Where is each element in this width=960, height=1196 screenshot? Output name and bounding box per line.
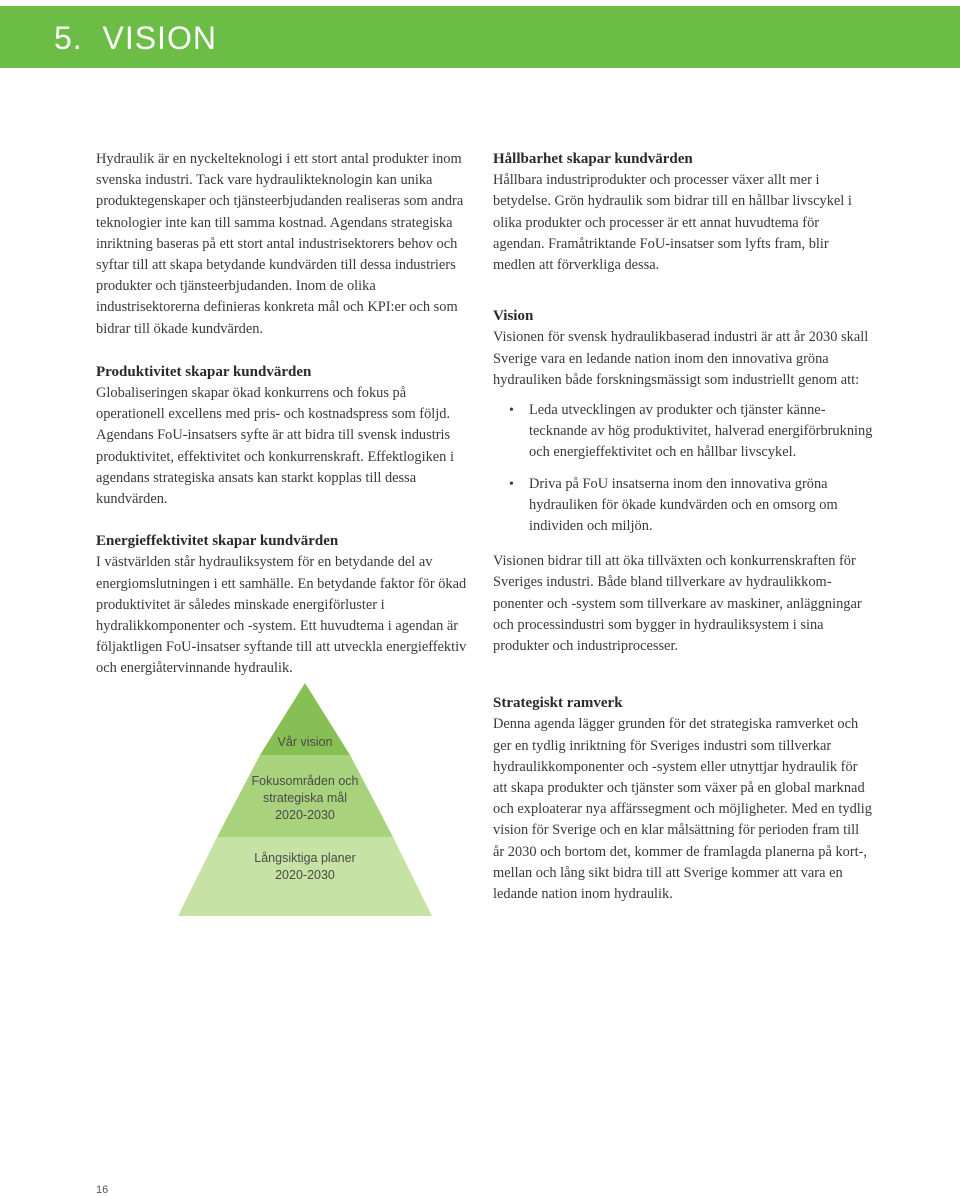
section-heading: Strategiskt ramverk <box>493 695 623 712</box>
section-heading: Vision <box>493 308 534 325</box>
vision-closing-paragraph: Visionen bidrar till att öka tillväxten och konkurrenskraften för Sveriges industri. Både bland tillverkare av hydraulikkomponenter och -system som tillverkare av maskiner, anläggningar och processindustri som bygger in hydrauliksystem i sina produkter och industriprocesser. <box>493 553 862 655</box>
chapter-title: 5. VISION <box>54 20 217 56</box>
section-produktivitet <box>96 362 470 510</box>
right-column <box>493 149 873 926</box>
vision-bullet-list <box>493 400 873 537</box>
section-body: I västvärlden står hydrauliksystem för en betydande del av energiomslutningen i ett samhälle. En betydande faktor för ökad produktivitet är således minskade energiförluster i hydralikkomponenter och -system. Ett huvudtema i agendan är följaktligen FoU-insatser syftande till att utveckla energieffektiv och energiåtervinnande hydraulik. <box>96 554 467 677</box>
section-heading: Energieffektivitet skapar kundvärden <box>96 533 339 550</box>
section-heading: Produktivitet skapar kundvärden <box>96 363 312 380</box>
vision-pyramid-diagram <box>178 683 432 916</box>
intro-paragraph: Hydraulik är en nyckelteknologi i ett stort antal produkter inom svenska industri. Tack vare hydraulikteknologin kan unika produktegenskaper och tjänsteerbjudanden realiseras som andra teknologier inte kan till samma kostnad. Agendans strategiska inriktning baseras på ett stort antal industrisektorers behov och syftar till att skapa betydande kundvärden till dessa industriers produkter och tjänsteerbjudanden. Inom de olika industrisektorerna definieras konkreta mål och KPI:er och som bidrar till ökade kundvärden. <box>96 151 464 337</box>
pyramid-top-label: Vår vision <box>277 735 333 749</box>
list-item-text: Driva på FoU insatserna inom den innovativa gröna hydrauliken för ökade kundvärden och en omsorg om individen och miljön. <box>529 475 838 535</box>
pyramid-bottom-label: Långsiktiga planer 2020-2030 <box>254 851 356 882</box>
bullet-icon: • <box>509 403 514 419</box>
section-heading: Hållbarhet skapar kundvärden <box>493 151 693 167</box>
section-body: Visionen för svensk hydraulikbaserad industri är att år 2030 skall Sverige vara en ledande nation inom den innovativa gröna hydrauliken både forskningsmässigt som industriellt genom att: <box>493 329 869 388</box>
section-hallbarhet <box>493 149 873 276</box>
section-body: Denna agenda lägger grunden för det strategiska ramverket och ger en tydlig inriktning för Sveriges industri som tillverkar hydraulikkomponenter och -system eller utnyttjar hydraulik för att skapa produkter och tjänster som växer på en global marknad och exploaterar nya affärssegment och möjligheter. Med en tydlig vision för Sverige och en klar målsättning för perioden fram till år 2030 och bortom det, kommer de framlagda planerna på kort-, mellan och lång sikt bidra till att Sverige kommer att vara en ledande nation inom hydraulik. <box>493 716 872 903</box>
pyramid-middle-label: Fokusområden och strategiska mål 2020-2030 <box>251 774 359 822</box>
section-vision <box>493 306 873 657</box>
page-number: 16 <box>96 1184 109 1196</box>
section-strategiskt-ramverk <box>493 693 873 905</box>
chapter-header-bar <box>0 6 960 68</box>
left-column <box>96 149 470 701</box>
section-body: Globaliseringen skapar ökad konkurrens och fokus på operationell excellens med pris- och kostnadspress som följd. Agendans FoU-insatsers syfte är att bidra till svensk industris produktivitet, effektivitet och konkurrenskraft. Effektlogiken i agendans strategiska ansats kan starkt kopplas till dessa kundvärden. <box>96 385 454 508</box>
section-body: Hållbara industriprodukter och processer växer allt mer i betydelse. Grön hydraulik som bidrar till en hållbar livscykel i olika produkter och processer är ett annat huvudtema för agendan. Framåtriktande FoU-insatser som lyfts fram, blir medlen att förverkliga dessa. <box>493 172 852 274</box>
section-energieffektivitet <box>96 531 470 679</box>
list-item <box>493 400 873 464</box>
list-item <box>493 474 873 538</box>
list-item-text: Leda utvecklingen av produkter och tjänster kännetecknande av hög produktivitet, halverad energiförbrukning och energieffektivitet och en hållbar livscykel. <box>529 402 873 461</box>
bullet-icon: • <box>509 476 514 492</box>
